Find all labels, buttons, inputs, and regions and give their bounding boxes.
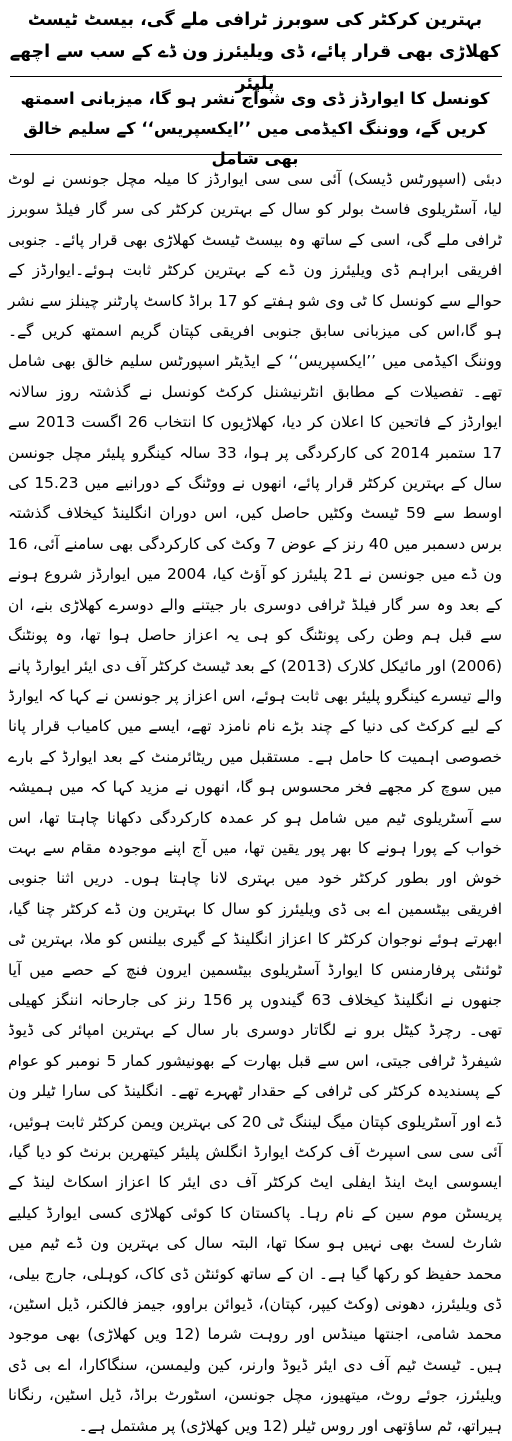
article-body: دبئی (اسپورٹس ڈیسک) آئی سی سی ایوارڈز کا میلہ مچل جونسن نے لوٹ لیا، آسٹریلوی فاسٹ بولر کو سال کے بہترین کرکٹر کی سر گار فیلڈ سوبرز ٹرافی ملے گی، اسی کے ساتھ وہ بیسٹ ٹیسٹ کھلاڑی بھی قرار پائے۔ جنوبی افریقی ابراہم ڈی ویلیئرز ون ڈے کے بہترین کرکٹر ثابت ہوئے۔ایوارڈز کے حوالے سے کونسل کا ٹی وی شو ہفتے کو 17 براڈ کاسٹ پارٹنر چینلز سے نشر ہو گا،اس کی میزبانی سابق جنوبی افریقی کپتان گریم اسمتھ کریں گے۔ ووننگ اکیڈمی میں ’’ایکسپریس‘‘ کے ایڈیٹر اسپورٹس سلیم خالق بھی شامل تھے۔ تفصیلات کے مطابق انٹرنیشنل کرکٹ کونسل نے گذشتہ روز سالانہ ایوارڈز کے فاتحین کا اعلان کر دیا، کھلاڑیوں کا انتخاب 26 اگست 2013 سے 17 ستمبر 2014 کی کارکردگی پر ہوا، 33 سالہ کینگرو پلیئر مچل جونسن سال کے بہترین کرکٹر قرار پائے، انھوں نے ووٹنگ کے دورانیے میں 15.23 کی اوسط سے 59 ٹیسٹ وکٹیں حاصل کیں، اس دوران انگلینڈ کیخلاف گذشتہ برس دسمبر میں 40 رنز کے عوض 7 وکٹ کی کارکردگی بھی سامنے آئی، 16 ون ڈے میں جونسن نے 21 پلیئرز کو آؤٹ کیا، 2004 میں ایوارڈز شروع ہونے کے بعد وہ سر گار فیلڈ ٹرافی دوسری بار جیتنے والے دوسرے کھلاڑی بنے، ان سے قبل ہم وطن رکی پونٹنگ کو ہی یہ اعزاز حاصل ہوا تھا، وہ پونٹنگ (2006) اور مائیکل کلارک (2013) کے بعد ٹیسٹ کرکٹر آف دی ایئر ایوارڈ پانے والے تیسرے کینگرو پلیئر بھی ثابت ہوئے، اس اعزاز پر جونسن نے کہا کہ ایوارڈ کے لیے کرکٹ کی دنیا کے چند بڑے نام نامزد تھے، ایسے میں کامیاب قرار پانا خصوصی اہمیت کا حامل ہے۔ مستقبل میں ریٹائرمنٹ کے بعد ایوارڈ کے بارے میں سوچ کر مجھے فخر محسوس ہو گا، انھوں نے مزید کہا کہ میں ہمیشہ سے آسٹریلوی ٹیم میں شامل ہو کر عمدہ کارکردگی دکھانا چاہتا تھا، اس خواب کے پورا ہونے کا بھر پور یقین تھا، میں آج اپنے موجودہ مقام سے بہت خوش اور بطور کرکٹر خود میں بہتری لانا چاہتا ہوں۔ دریں اثنا جنوبی افریقی بیٹسمین اے بی ڈی ویلیئرز کو سال کا بہترین ون ڈے کرکٹر چنا گیا، ابھرتے ہوئے نوجوان کرکٹر کا اعزاز انگلینڈ کے گیری بیلنس کو ملا، بہترین ٹی ٹوئنٹی پرفارمنس کا ایوارڈ آسٹریلوی بیٹسمین ایرون فنچ کے حصے میں آیا جنھوں نے انگلینڈ کیخلاف 63 گیندوں پر 156 رنز کی جارحانہ اننگز کھیلی تھی۔ رچرڈ کیٹل برو نے لگاتار دوسری بار سال کے بہترین امپائر کی ڈیوڈ شیفرڈ ٹرافی جیتی، اس سے قبل بھارت کے بھونیشور کمار 5 نومبر کو عوام کے پسندیدہ کرکٹر کی ٹرافی کے حقدار ٹھہرے تھے۔ انگلینڈ کی سارا ٹیلر ون ڈے اور آسٹریلوی کپتان میگ لیننگ ٹی 20 کی بہترین ویمن کرکٹر ثابت ہوئیں، آئی سی سی اسپرٹ آف کرکٹ ایوارڈ انگلش پلیئر کیتھرین برنٹ کو دیا گیا، ایسوسی ایٹ اینڈ ایفلی ایٹ کرکٹر آف دی ایئر کا اعزاز اسکاٹ لینڈ کے پریسٹن موم سین کے نام رہا۔ پاکستان کا کوئی کھلاڑی کسی ایوارڈ کیلیے شارٹ لسٹ بھی نہیں ہو سکا تھا، البتہ سال کی بہترین ون ڈے ٹیم میں محمد حفیظ کو رکھا گیا ہے۔ ان کے ساتھ کوئنٹن ڈی کاک، کوہلی، جارج بیلی، ڈی ویلیئرز، دھونی (وکٹ کیپر، کپتان)، ڈیوائن براوو، جیمز فالکنر، ڈیل اسٹین، محمد شامی، اجنتھا مینڈس اور روہت شرما (12 ویں کھلاڑی) بھی موجود ہیں۔ ٹیسٹ ٹیم آف دی ایئر ڈیوڈ وارنر، کین ولیمسن، سنگاکارا، اے بی ڈی ویلیئرز، جوئے روٹ، میتھیوز، مچل جونسن، اسٹورٹ براڈ، ڈیل اسٹین، رنگانا ہیراتھ، ٹم ساؤتھی اور روس ٹیلر (12 ویں کھلاڑی) پر مشتمل ہے۔	[8, 170, 503, 1435]
divider-top	[10, 76, 502, 77]
divider-bottom	[10, 154, 502, 155]
headline: بہترین کرکٹر کی سوبرز ٹرافی ملے گی، بیسٹ ٹیسٹ کھلاڑی بھی قرار پائے، ڈی ویلیئرز ون ڈے کے سب سے اچھے پلیئر	[9, 10, 501, 94]
subheadline: کونسل کا ایوارڈز ڈی وی شوآج نشر ہو گا، میزبانی اسمتھ کریں گے، ووننگ اکیڈمی میں ’’ایکسپریس‘‘ کے سلیم خالق بھی شامل	[20, 89, 490, 168]
